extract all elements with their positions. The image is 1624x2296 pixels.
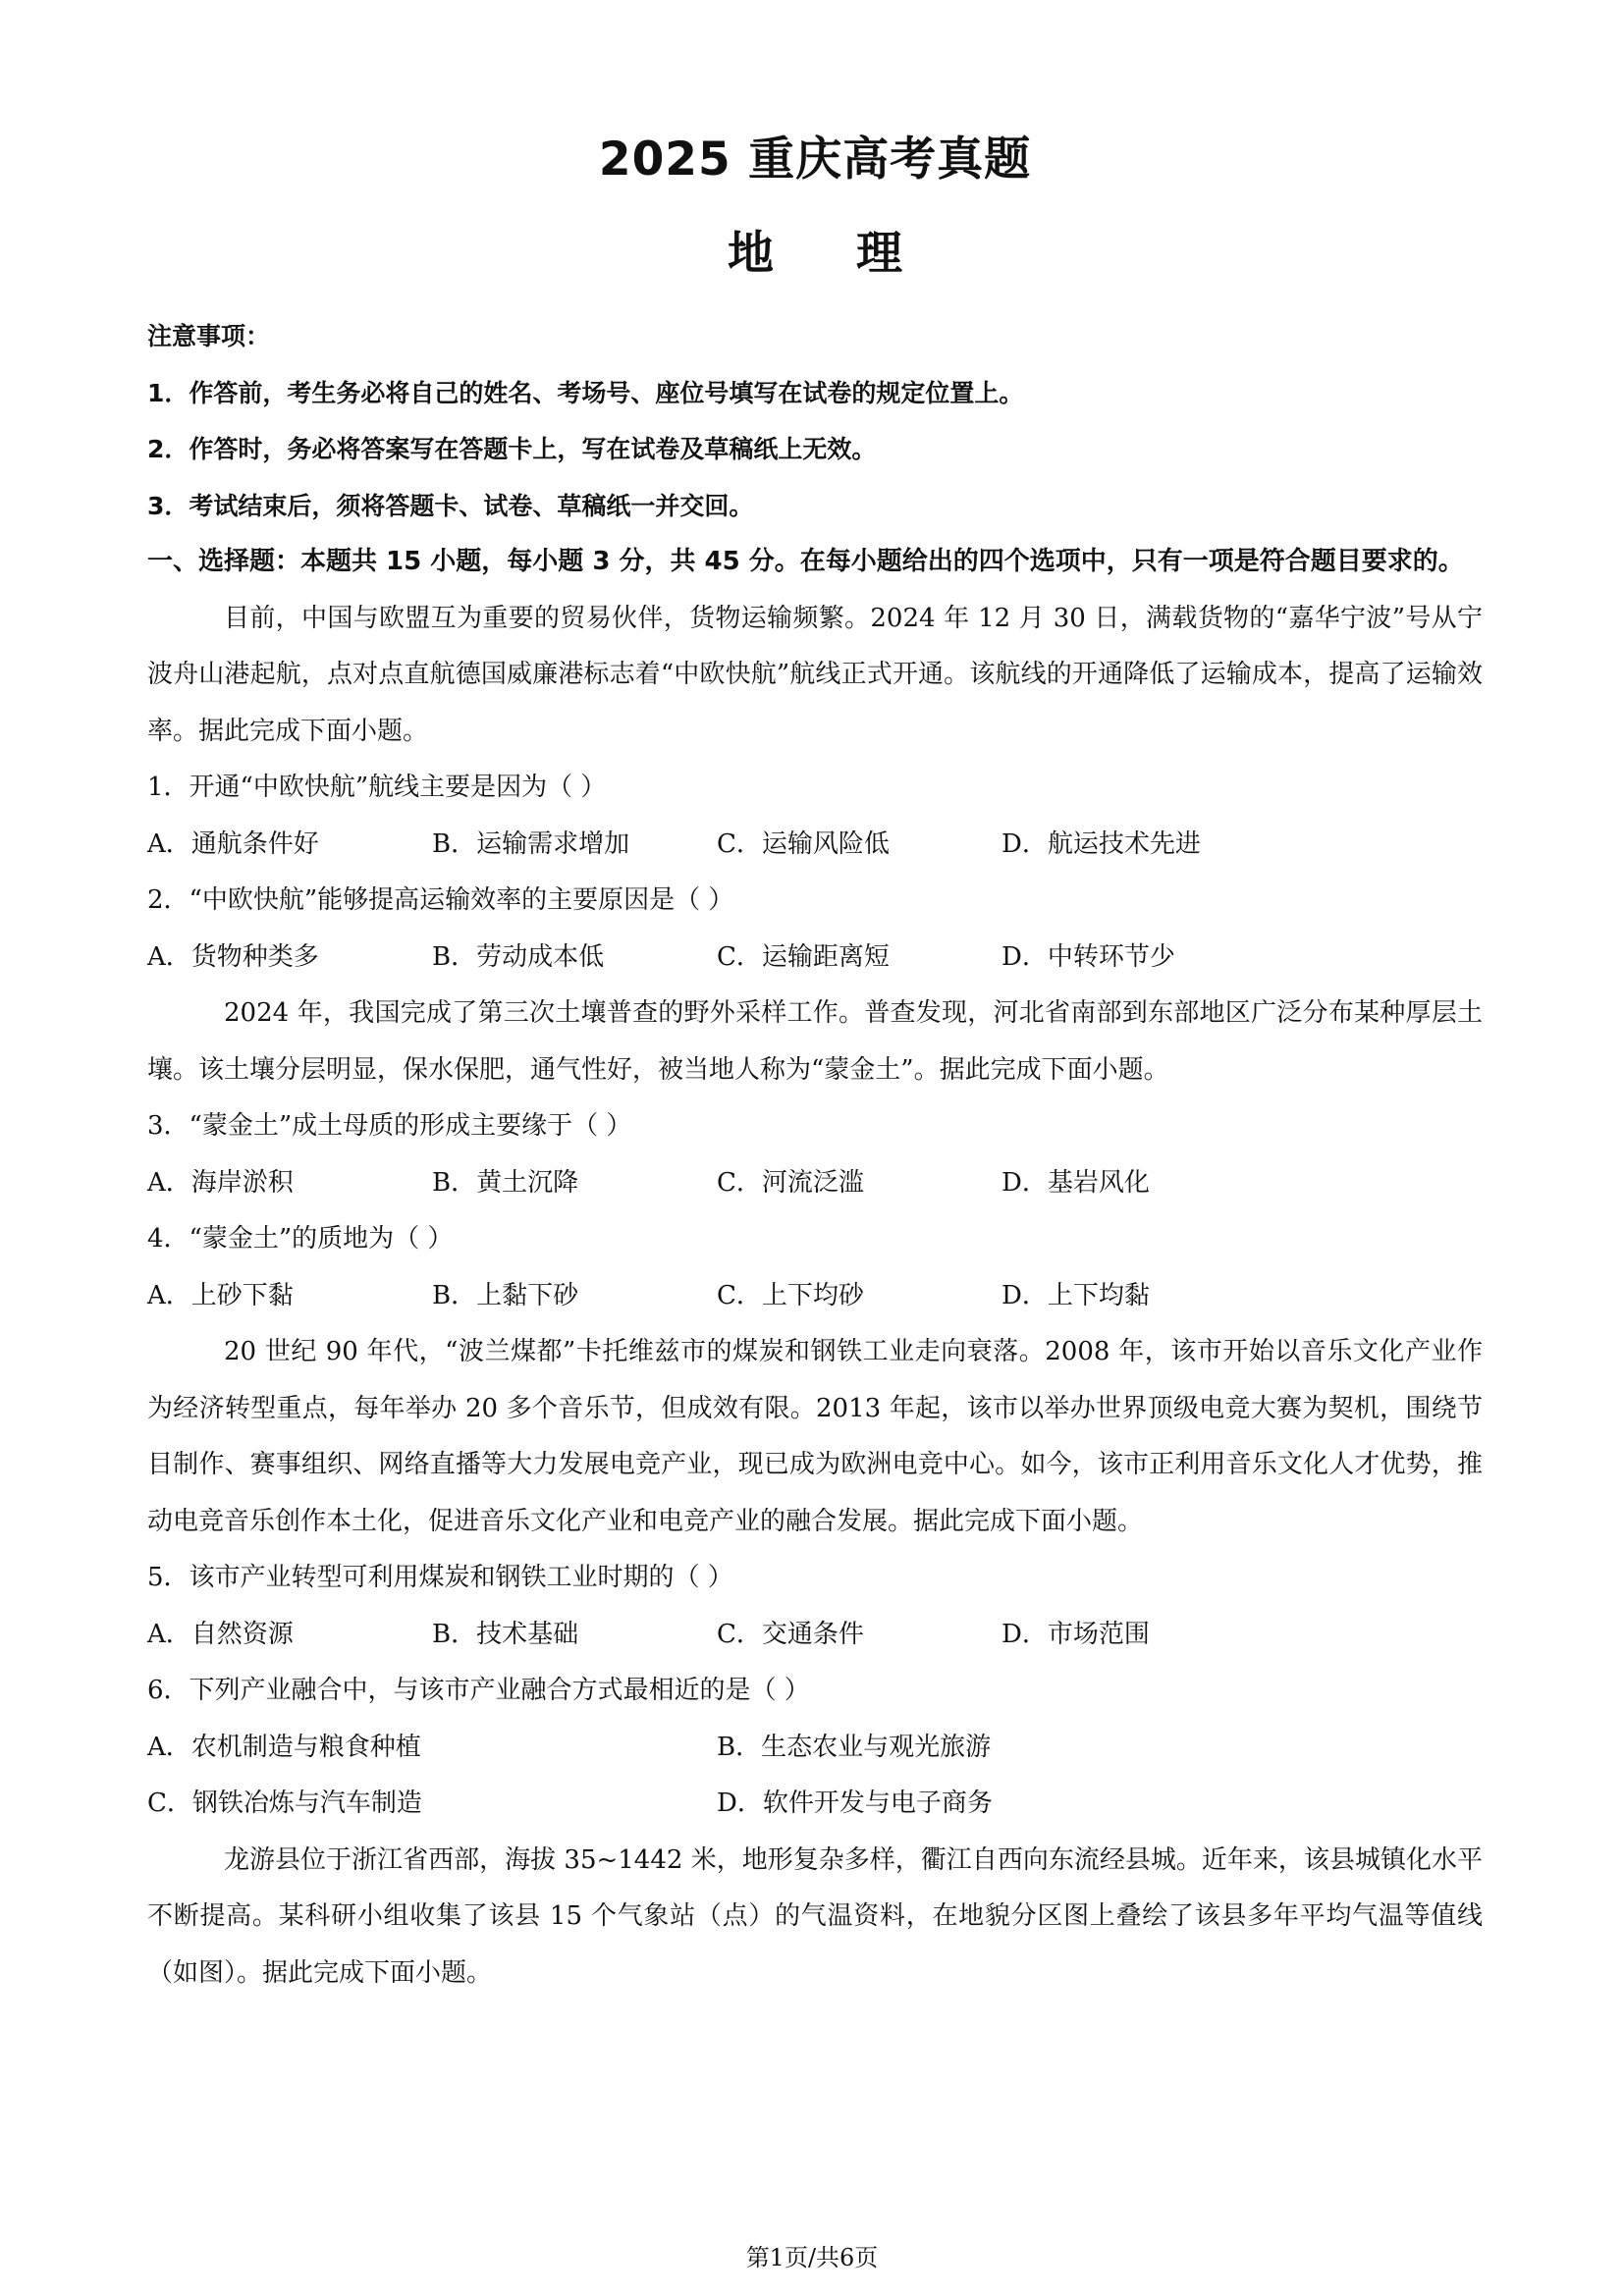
question-4-options: [147, 1268, 1483, 1325]
question-5-option-b: B．技术基础: [432, 1619, 579, 1649]
question-6-option-c: C．钢铁冶炼与汽车制造: [147, 1789, 422, 1818]
question-3-stem: 3．“蒙金土”成土母质的形成主要缘于（ ）: [147, 1111, 632, 1141]
page-footer: 第1页/共6页: [745, 2244, 879, 2271]
page-content: [147, 126, 1483, 2002]
question-4-stem: 4．“蒙金土”的质地为（ ）: [147, 1224, 454, 1254]
question-4-option-d: D．上下均黏: [1001, 1280, 1150, 1310]
question-6-stem: 6．下列产业融合中，与该市产业融合方式最相近的是（ ）: [147, 1676, 810, 1705]
passage-2: 2024 年，我国完成了第三次土壤普查的野外采样工作。普查发现，河北省南部到东部地区广泛分布某种厚层土壤。该土壤分层明显，保水保肥，通气性好，被当地人称为“蒙金土”。据此完成下面小题。: [147, 998, 1483, 1085]
notice-item-1: 1．作答前，考生务必将自己的姓名、考场号、座位号填写在试卷的规定位置上。: [147, 378, 1024, 407]
question-5-stem: 5．该市产业转型可利用煤炭和钢铁工业时期的（ ）: [147, 1563, 733, 1592]
question-2-option-d: D．中转环节少: [1001, 941, 1175, 972]
section-heading: 一、选择题：本题共 15 小题，每小题 3 分，共 45 分。在每小题给出的四个选项中，只有一项是符合题目要求的。: [147, 547, 1464, 576]
question-1-option-a: A．通航条件好: [147, 828, 319, 859]
question-6-option-d: D．软件开发与电子商务: [717, 1789, 993, 1818]
passage-1: 目前，中国与欧盟互为重要的贸易伙伴，货物运输频繁。2024 年 12 月 30 日，满载货物的“嘉华宁波”号从宁波舟山港起航，点对点直航德国威廉港标志着“中欧快航”航线正式开通。该航线的开通降低了运输成本，提高了运输效率。据此完成下面小题。: [147, 603, 1483, 746]
question-2-options: [147, 930, 1483, 987]
exam-title: 2025 重庆高考真题: [598, 133, 1032, 187]
question-4-option-a: A．上砂下黏: [147, 1280, 294, 1310]
question-1-stem: 1．开通“中欧快航”航线主要是因为（ ）: [147, 773, 607, 802]
question-5-option-a: A．自然资源: [147, 1619, 294, 1649]
question-3-option-a: A．海岸淤积: [147, 1167, 294, 1198]
question-3-option-c: C．河流泛滥: [717, 1167, 864, 1198]
notice-heading: 注意事项：: [147, 322, 271, 350]
question-2-option-a: A．货物种类多: [147, 941, 319, 972]
question-3-option-d: D．基岩风化: [1001, 1167, 1150, 1198]
question-4-option-b: B．上黏下砂: [432, 1280, 579, 1310]
question-5-option-d: D．市场范围: [1001, 1619, 1150, 1649]
question-2-stem: 2．“中欧快航”能够提高运输效率的主要原因是（ ）: [147, 885, 734, 915]
question-1-option-c: C．运输风险低: [717, 828, 890, 859]
subject-char-2: 理: [856, 227, 902, 281]
question-5-options: [147, 1607, 1483, 1664]
notice-item-2: 2．作答时，务必将答案写在答题卡上，写在试卷及草稿纸上无效。: [147, 435, 877, 463]
question-6-option-a: A．农机制造与粮食种植: [147, 1732, 421, 1762]
question-2-option-b: B．劳动成本低: [432, 941, 605, 972]
question-5-option-c: C．交通条件: [717, 1619, 864, 1649]
question-1-option-b: B．运输需求增加: [432, 828, 630, 859]
subject-title: [147, 220, 1483, 289]
subject-char-1: 地: [728, 227, 774, 281]
question-3-option-b: B．黄土沉降: [432, 1167, 579, 1198]
question-1-option-d: D．航运技术先进: [1001, 828, 1201, 859]
passage-4: 龙游县位于浙江省西部，海拔 35~1442 米，地形复杂多样，衢江自西向东流经县城。近年来，该县城镇化水平不断提高。某科研小组收集了该县 15 个气象站（点）的气温资料，在地貌分区图上叠绘了该县多年平均气温等值线（如图）。据此完成下面小题。: [147, 1844, 1483, 1988]
passage-3: 20 世纪 90 年代，“波兰煤都”卡托维兹市的煤炭和钢铁工业走向衰落。2008 年，该市开始以音乐文化产业作为经济转型重点，每年举办 20 多个音乐节，但成效有限。2013 年起，该市以举办世界顶级电竞大赛为契机，围绕节目制作、赛事组织、网络直播等大力发展电竞产业，现已成为欧洲电竞中心。如今，该市正利用音乐文化人才优势，推动电竞音乐创作本土化，促进音乐文化产业和电竞产业的融合发展。据此完成下面小题。: [147, 1337, 1483, 1536]
question-6-option-b: B．生态农业与观光旅游: [717, 1732, 992, 1762]
question-3-options: [147, 1155, 1483, 1212]
question-4-option-c: C．上下均砂: [717, 1280, 864, 1310]
question-6-options: [147, 1720, 1483, 1833]
question-2-option-c: C．运输距离短: [717, 941, 890, 972]
question-1-options: [147, 817, 1483, 874]
notice-item-3: 3．考试结束后，须将答题卡、试卷、草稿纸一并交回。: [147, 491, 754, 520]
